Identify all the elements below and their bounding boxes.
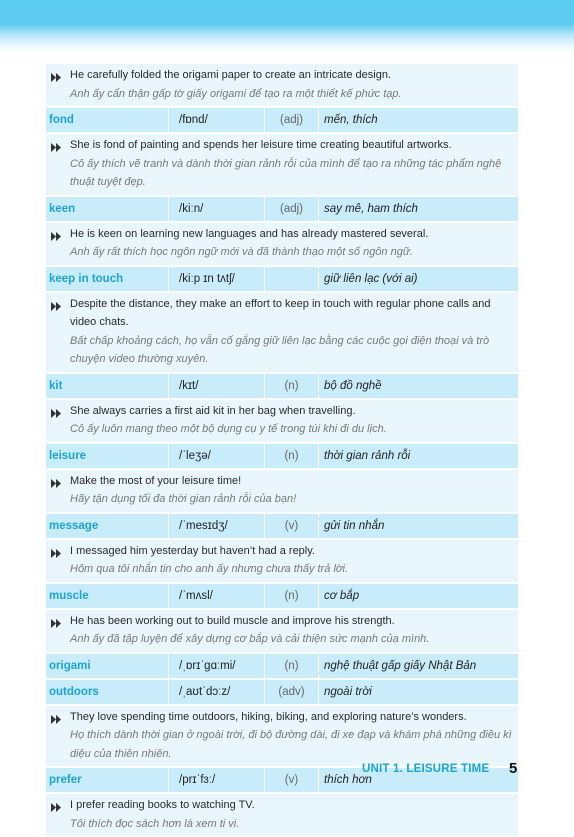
example-english: He carefully folded the origami paper to create an intricate design. <box>70 69 392 81</box>
vocab-word: leisure <box>46 444 169 468</box>
double-arrow-icon <box>51 800 62 809</box>
example-english: He is keen on learning new languages and has already mastered several. <box>70 227 429 240</box>
example-vietnamese: Cô ấy thích vẽ tranh và dành thời gian rảnh rỗi của mình để tạo ra những tác phẩm nghệ thuật tuyệt đẹp. <box>70 157 502 188</box>
meaning: gửi tin nhắn <box>324 519 385 532</box>
pronunciation: /ˌaʊtˈdɔːz/ <box>169 680 265 704</box>
part-of-speech: (n) <box>265 584 319 608</box>
vocab-word: origami <box>46 654 169 678</box>
page-number: 5 <box>509 760 518 777</box>
pronunciation: /ˌɒrɪˈɡɑːmi/ <box>169 654 265 678</box>
example-vietnamese: Anh ấy cẩn thận gấp tờ giấy origami để tạo ra một thiết kế phức tạp. <box>70 87 402 100</box>
vocab-word: muscle <box>46 584 169 608</box>
example-row <box>46 609 518 653</box>
vocab-word: outdoors <box>46 680 169 704</box>
double-arrow-icon <box>51 229 62 238</box>
example-row <box>46 133 518 196</box>
example-row <box>46 705 518 768</box>
example-vietnamese: Hôm qua tôi nhắn tin cho anh ấy nhưng chưa thấy trả lời. <box>70 563 349 575</box>
example-vietnamese: Hãy tận dụng tối đa thời gian rảnh rỗi của bạn! <box>70 493 297 505</box>
example-vietnamese: Bất chấp khoảng cách, họ vẫn cố gắng giữ liên lạc bằng các cuộc gọi điện thoại và trò chuyện video thường xuyên. <box>70 334 490 365</box>
part-of-speech: (v) <box>265 514 319 538</box>
part-of-speech: (n) <box>265 374 319 398</box>
double-arrow-icon <box>51 546 62 555</box>
example-english: She always carries a first aid kit in her bag when travelling. <box>70 404 356 417</box>
meaning: bộ đồ nghề <box>324 379 382 392</box>
vocab-word: kit <box>46 374 169 398</box>
vocab-word: keen <box>46 197 169 221</box>
example-english: Make the most of your leisure time! <box>70 474 242 487</box>
example-english: I messaged him yesterday but haven’t had a reply. <box>70 544 315 557</box>
part-of-speech: (adj) <box>265 197 319 221</box>
meaning: mến, thích <box>324 114 378 126</box>
pronunciation: /kiːp ɪn tʌtʃ/ <box>169 267 265 291</box>
double-arrow-icon <box>51 299 62 308</box>
part-of-speech <box>265 267 319 291</box>
example-english: Despite the distance, they make an effort to keep in touch with regular phone calls and video chats. <box>70 297 491 328</box>
example-english: She is fond of painting and spends her leisure time creating beautiful artworks. <box>70 139 452 151</box>
vocab-word-row <box>46 443 518 469</box>
vocab-word: fond <box>46 108 169 132</box>
example-row <box>46 469 518 513</box>
meaning: say mê, ham thích <box>324 202 418 215</box>
vocab-word-row <box>46 583 518 609</box>
unit-title: UNIT 1. LEISURE TIME <box>362 763 490 775</box>
example-row <box>46 399 518 443</box>
vocab-word: prefer <box>46 768 169 792</box>
example-english: He has been working out to build muscle and improve his strength. <box>70 614 395 627</box>
meaning: nghệ thuật gấp giấy Nhật Bản <box>324 659 477 672</box>
part-of-speech: (v) <box>265 768 319 792</box>
double-arrow-icon <box>51 70 62 79</box>
vocab-word-row <box>46 653 518 679</box>
vocab-word-row <box>46 513 518 539</box>
vocab-word-row <box>46 196 518 222</box>
double-arrow-icon <box>51 476 62 485</box>
meaning: thích hơn <box>324 774 372 786</box>
vocab-word-row <box>46 679 518 705</box>
meaning: giữ liên lạc (với ai) <box>324 272 418 285</box>
pronunciation: /prɪˈfɜː/ <box>169 768 265 792</box>
pronunciation: /fɒnd/ <box>169 108 265 132</box>
example-row <box>46 539 518 583</box>
vocab-word: keep in touch <box>46 267 169 291</box>
double-arrow-icon <box>51 616 62 625</box>
meaning: cơ bắp <box>324 589 360 602</box>
meaning: ngoài trời <box>324 685 372 698</box>
part-of-speech: (adj) <box>265 108 319 132</box>
example-vietnamese: Anh ấy rất thích học ngôn ngữ mới và đã thành thạo một số ngôn ngữ. <box>70 246 413 258</box>
pronunciation: /kɪt/ <box>169 374 265 398</box>
double-arrow-icon <box>51 140 62 149</box>
example-row <box>46 63 518 107</box>
example-row <box>46 292 518 373</box>
part-of-speech: (n) <box>265 444 319 468</box>
example-vietnamese: Tôi thích đọc sách hơn là xem ti vi. <box>70 817 240 830</box>
part-of-speech: (n) <box>265 654 319 678</box>
example-english: They love spending time outdoors, hiking, biking, and exploring nature’s wonders. <box>70 710 467 723</box>
pronunciation: /ˈmesɪdʒ/ <box>169 514 265 538</box>
part-of-speech: (adv) <box>265 680 319 704</box>
top-color-band <box>0 0 574 52</box>
example-english: I prefer reading books to watching TV. <box>70 799 255 811</box>
vocab-word: message <box>46 514 169 538</box>
example-row <box>46 793 518 837</box>
double-arrow-icon <box>51 712 62 721</box>
example-vietnamese: Anh ấy đã tập luyện để xây dựng cơ bắp và cải thiện sức mạnh của mình. <box>70 633 430 645</box>
vocabulary-table <box>46 63 518 837</box>
example-vietnamese: Cô ấy luôn mang theo một bộ dụng cụ y tế trong túi khi đi du lịch. <box>70 423 387 435</box>
pronunciation: /kiːn/ <box>169 197 265 221</box>
pronunciation: /ˈmʌsl/ <box>169 584 265 608</box>
vocab-word-row <box>46 107 518 133</box>
example-row <box>46 222 518 266</box>
meaning: thời gian rảnh rỗi <box>324 449 411 462</box>
vocab-word-row <box>46 373 518 399</box>
vocab-word-row <box>46 266 518 292</box>
double-arrow-icon <box>51 406 62 415</box>
pronunciation: /ˈleʒə/ <box>169 444 265 468</box>
example-vietnamese: Họ thích dành thời gian ở ngoài trời, đi bộ đường dài, đi xe đạp và khám phá những điều kì diệu của thiên nhiên. <box>70 729 512 760</box>
